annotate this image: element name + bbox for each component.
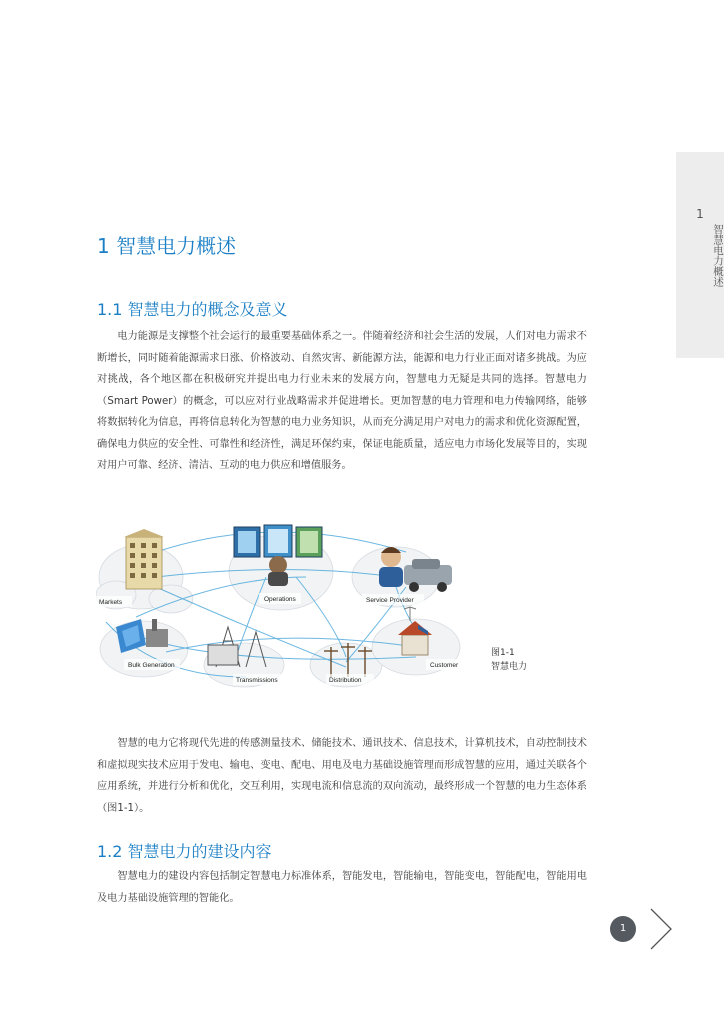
next-page-chevron-icon[interactable] xyxy=(645,906,677,952)
distribution-label: Distribution xyxy=(329,677,362,684)
chapter-title: 1 智慧电力概述 xyxy=(97,234,237,258)
section-1-2-paragraph: 智慧电力的建设内容包括制定智慧电力标准体系，智能发电，智能输电，智能变电，智能配电，智能用电及电力基础设施管理的智能化。 xyxy=(97,871,587,904)
section-1-1-paragraph: 电力能源是支撑整个社会运行的最重要基础体系之一。伴随着经济和社会生活的发展，人们对电力需求不断增长，同时随着能源需求日涨、价格波动、自然灾害、新能源方法，能源和电力行业正面对诸多挑战。为应对挑战，各个地区都在积极研究并提出电力行业未来的发展方向，智慧电力无疑是共同的选择。智慧电力（Smart Power）的概念，可以应对行业战略需求并促进增长。更加智慧的电力管理和电力传输网络，能够将数据转化为信息，再将信息转化为智慧的电力业务知识，从而充分满足用户对电力的需求和优化资源配置，确保电力供应的安全性、可靠性和经济性，满足环保约束，保证电能质量，适应电力市场化发展等目的，实现对用户可靠、经济、清洁、互动的电力供应和增值服务。 xyxy=(97,331,587,471)
figure-caption-number: 图1-1 xyxy=(491,648,515,658)
bulk-generation-label: Bulk Generation xyxy=(128,662,175,669)
customer-house-icon xyxy=(398,607,432,655)
after-figure-paragraph: 智慧的电力它将现代先进的传感测量技术、储能技术、通讯技术、信息技术，计算机技术，自动控制技术和虚拟现实技术应用于发电、输电、变电、配电、用电及电力基础设施管理而形成智慧的应用，通过关联各个应用系统，并进行分析和优化，交互利用，实现电流和信息流的双向流动，最终形成一个智慧的电力生态体系（图1-1）。 xyxy=(97,738,587,814)
operations-label: Operations xyxy=(264,596,296,603)
markets-label: Markets xyxy=(99,599,123,606)
chapter-tab-label: 智慧电力概述 xyxy=(712,224,724,287)
figure-caption-title: 智慧电力 xyxy=(491,662,528,672)
transmissions-label: Transmissions xyxy=(236,677,278,684)
service-provider-label: Service Provider xyxy=(366,597,414,604)
markets-building-icon xyxy=(124,529,164,589)
chapter-side-tab[interactable] xyxy=(676,152,724,358)
chapter-tab-number: 1 xyxy=(696,207,704,221)
smart-power-figure xyxy=(96,517,468,689)
page-number-badge: 1 xyxy=(610,916,636,942)
section-heading-1-2: 1.2 智慧电力的建设内容 xyxy=(97,842,272,861)
section-heading-1-1: 1.1 智慧电力的概念及意义 xyxy=(97,300,288,319)
distribution-icon xyxy=(324,643,372,677)
figure-caption xyxy=(491,646,527,674)
customer-label: Customer xyxy=(430,662,459,669)
